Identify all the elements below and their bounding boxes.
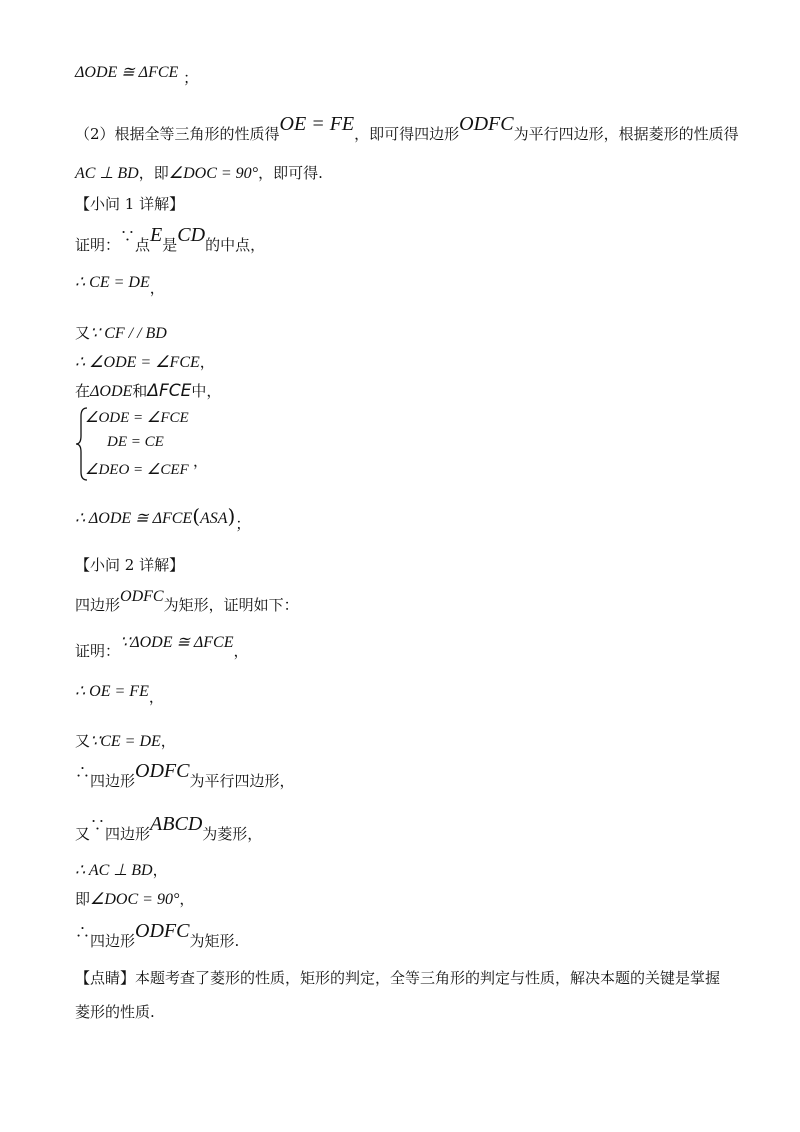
math-expression: ∵CE = DE	[90, 733, 161, 750]
line-congruence-asa: ∴ ΔODE ≅ ΔFCE(ASA)；	[75, 504, 251, 533]
line-in-triangles	[75, 381, 221, 402]
line-congruence-result	[75, 62, 199, 87]
line-parallel	[75, 323, 167, 344]
text: 在	[75, 382, 91, 400]
punctuation: ，	[149, 279, 165, 297]
text: 为平行四边形，	[189, 772, 295, 790]
math-expression: ∴ ΔODE ≅ ΔFCE	[75, 510, 193, 527]
text: 和	[132, 382, 148, 400]
text: 中，	[191, 382, 222, 400]
therefore-symbol: ∴	[75, 763, 91, 781]
line-right-angle	[75, 889, 194, 910]
comment-paragraph	[75, 961, 730, 1029]
text: 又	[75, 825, 91, 843]
section-heading-part1: 【小问 1 详解】	[75, 195, 185, 213]
section-heading-part2: 【小问 2 详解】	[75, 556, 185, 574]
math-expression: OE = FE	[279, 113, 355, 135]
line-hint-2	[75, 113, 739, 144]
system-row-1: ∠ODE = ∠FCE	[85, 410, 189, 426]
text: 是	[162, 236, 178, 254]
because-symbol: ∵	[90, 816, 106, 834]
comment-tag: 【点睛】	[75, 969, 136, 987]
line-ce-de	[75, 272, 165, 297]
text: 为矩形，证明如下：	[163, 596, 299, 614]
math-expression: ∵ CF / / BD	[90, 325, 167, 342]
line-proof-start	[75, 224, 266, 255]
math-expression: ASA	[200, 510, 228, 527]
punctuation: ，	[160, 732, 176, 750]
punctuation: ；	[183, 69, 199, 87]
punctuation: ，	[148, 688, 164, 706]
text: 又	[75, 732, 91, 750]
line-angles-equal	[75, 352, 215, 373]
line-ce-de-2	[75, 731, 176, 752]
math-expression: ΔODE	[90, 383, 133, 400]
text: 为菱形，	[202, 825, 263, 843]
text: 证明：	[75, 236, 121, 254]
punctuation: ，	[233, 642, 249, 660]
punctuation: ，	[179, 890, 195, 908]
text: 即	[75, 890, 91, 908]
line-oe-fe	[75, 681, 164, 706]
system-row-2: DE = CE	[107, 434, 164, 450]
math-expression: ∴ ∠ODE = ∠FCE	[75, 354, 200, 371]
punctuation: ，	[152, 861, 168, 879]
line-hint-2-cont	[75, 163, 323, 184]
text: ，即可得四边形	[354, 125, 460, 143]
math-expression: ∠DOC = 90°	[90, 891, 180, 908]
line-claim-rectangle	[75, 588, 299, 616]
text: ，即	[138, 164, 169, 182]
comment-text: 本题考查了菱形的性质，矩形的判定，全等三角形的判定与性质，解决本题的关键是掌握菱形的性质.	[75, 969, 721, 1021]
line-rhombus	[75, 813, 263, 844]
math-expression: ∠DOC = 90°	[168, 165, 259, 182]
text: 四边形	[105, 825, 151, 843]
text: 四边形	[75, 596, 121, 614]
math-expression: ABCD	[150, 813, 203, 835]
math-expression: ODFC	[459, 113, 514, 135]
punctuation: ，	[199, 353, 215, 371]
system-row-3: ∠DEO = ∠CEF	[85, 462, 189, 478]
math-expression: ∴ CE = DE	[75, 274, 150, 291]
text: 为矩形.	[189, 932, 240, 950]
text: 为平行四边形，根据菱形的性质得	[513, 125, 739, 143]
text: 点	[135, 236, 151, 254]
text: ，即可得.	[258, 164, 323, 182]
math-expression: ODFC	[135, 920, 190, 942]
punctuation: ，	[193, 454, 209, 470]
math-expression: ODFC	[120, 588, 164, 605]
equation-system	[75, 406, 335, 484]
math-expression: ∵ΔODE ≅ ΔFCE	[120, 634, 234, 651]
text: 的中点，	[205, 236, 266, 254]
text: （2）根据全等三角形的性质得	[75, 125, 280, 143]
math-expression: ΔODE ≅ ΔFCE	[75, 64, 179, 81]
math-expression: ∴ OE = FE	[75, 683, 149, 700]
line-perpendicular	[75, 860, 168, 881]
text: 证明：	[75, 642, 121, 660]
math-expression: ΔFCE	[147, 381, 192, 401]
math-expression: ∴ AC ⊥ BD	[75, 862, 153, 879]
because-symbol: ∵	[120, 227, 136, 245]
line-proof-2-start	[75, 634, 249, 662]
line-conclusion	[75, 920, 240, 951]
therefore-symbol: ∴	[75, 923, 91, 941]
text: 四边形	[90, 772, 136, 790]
text: 四边形	[90, 932, 136, 950]
math-expression: ODFC	[135, 760, 190, 782]
math-expression: AC ⊥ BD	[75, 165, 139, 182]
punctuation: ；	[235, 515, 251, 533]
math-expression: CD	[177, 224, 206, 246]
line-parallelogram	[75, 760, 295, 791]
math-expression: E	[150, 224, 163, 246]
text: 又	[75, 324, 91, 342]
